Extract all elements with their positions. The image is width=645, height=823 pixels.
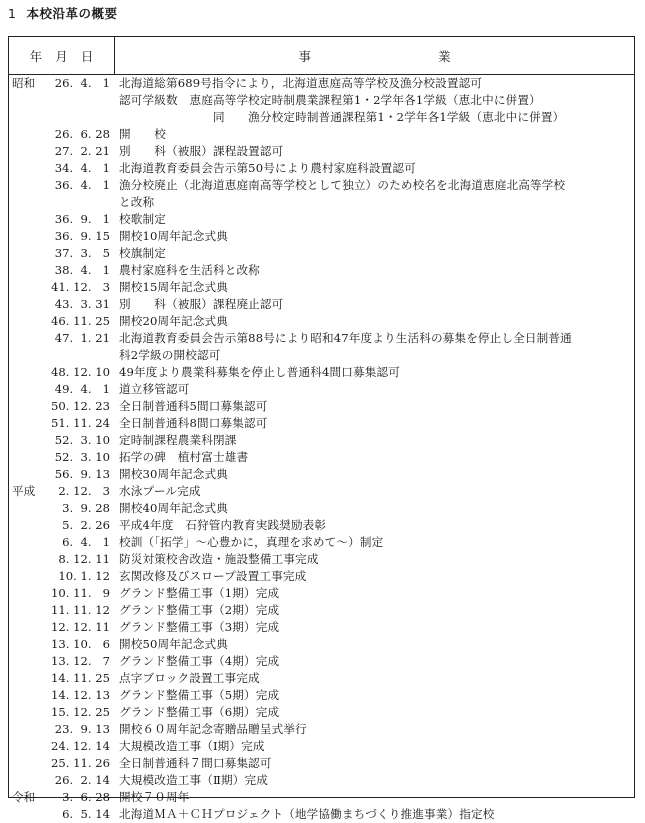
table-row [9,211,634,228]
row-event-line: 定時制課程農業科閉課 [119,433,237,447]
table-row [9,466,634,483]
row-date: 38. 4. 1 [54,263,110,277]
row-event-cell [115,415,634,432]
row-date: 2. 12. 3 [58,484,110,498]
table-row [9,772,634,789]
table-row [9,619,634,636]
row-event-cell [115,755,634,772]
row-date: 27. 2. 21 [54,144,110,158]
row-event-cell [115,160,634,177]
row-event-line: 玄関改修及びスロープ設置工事完成 [119,569,307,583]
row-date: 49. 4. 1 [54,382,110,396]
row-event-cell [115,500,634,517]
row-event-line: 校旗制定 [119,246,166,260]
row-era: 令和 [12,790,36,804]
row-event-line: 科2学級の開校認可 [119,348,221,362]
row-event-cell [115,806,634,823]
table-row [9,721,634,738]
table-row [9,262,634,279]
row-date: 8. 12. 11 [58,552,110,566]
row-event-line: 全日制普通科5間口募集認可 [119,399,268,413]
row-date: 6. 4. 1 [62,535,110,549]
row-event-cell [115,483,634,500]
row-date: 26. 4. 1 [54,76,110,90]
table-row [9,381,634,398]
row-event-cell [115,721,634,738]
row-date: 41. 12. 3 [51,280,110,294]
header-date [9,37,115,74]
row-event-line: 拓学の碑 植村富士雄書 [119,450,249,464]
row-event-line: 開校50周年記念式典 [119,637,229,651]
row-event-line: グランド整備工事（4期）完成 [119,654,280,668]
row-date: 48. 12. 10 [51,365,110,379]
row-event-cell [115,245,634,262]
table-row [9,432,634,449]
row-event-line: 校歌制定 [119,212,166,226]
row-date: 50. 12. 23 [51,399,110,413]
row-event-line: 農村家庭科を生活科と改称 [119,263,260,277]
row-event-cell [115,517,634,534]
row-date: 6. 5. 14 [62,807,110,821]
row-event-line: 開校15周年記念式典 [119,280,229,294]
table-row [9,653,634,670]
table-row [9,517,634,534]
row-event-line: グランド整備工事（6期）完成 [119,705,280,719]
row-event-line: と改称 [119,195,155,209]
row-date: 12. 12. 11 [51,620,110,634]
row-date: 52. 3. 10 [54,433,110,447]
row-event-cell [115,687,634,704]
row-event-line: 全日制普通科７間口募集認可 [119,756,272,770]
row-date: 3. 9. 28 [62,501,110,515]
table-row [9,143,634,160]
row-event-line: グランド整備工事（2期）完成 [119,603,280,617]
row-event-line: 認可学級数 恵庭高等学校定時制農業課程第1・2学年各1学級（恵北中に併置） [119,93,541,107]
row-event-cell [115,296,634,313]
header-month: 月 [55,48,68,64]
row-event-cell [115,228,634,245]
row-event-cell [115,330,634,364]
row-event-line: グランド整備工事（1期）完成 [119,586,280,600]
row-event-cell [115,398,634,415]
row-event-line: 平成4年度 石狩管内教育実践奨励表彰 [119,518,327,532]
row-date: 5. 2. 26 [62,518,110,532]
table-row [9,704,634,721]
row-date: 10. 11. 9 [51,586,110,600]
row-date: 26. 2. 14 [54,773,110,787]
row-date: 52. 3. 10 [54,450,110,464]
row-event-line: 開校40周年記念式典 [119,501,229,515]
table-row [9,245,634,262]
row-event-cell [115,177,634,211]
section-heading [8,4,117,22]
table-row [9,789,634,806]
row-event-cell [115,211,634,228]
row-event-line: グランド整備工事（3期）完成 [119,620,280,634]
row-date: 15. 12. 25 [51,705,110,719]
table-row [9,602,634,619]
table-row [9,449,634,466]
row-event-cell [115,279,634,296]
row-event-cell [115,466,634,483]
table-row [9,585,634,602]
row-event-line: 校訓（「拓学」～心豊かに，真理を求めて～）制定 [119,535,384,549]
table-row [9,687,634,704]
row-event-line: 49年度より農業科募集を停止し普通科4間口募集認可 [119,365,400,379]
row-event-line: 別 科（被服）課程廃止認可 [119,297,284,311]
table-row [9,568,634,585]
row-event-line: グランド整備工事（5期）完成 [119,688,280,702]
row-date: 36. 9. 1 [54,212,110,226]
row-date: 36. 4. 1 [54,178,110,192]
row-date: 13. 10. 6 [51,637,110,651]
table-row [9,415,634,432]
row-event-line: 北海道教育委員会告示第50号により農村家庭科設置認可 [119,161,416,175]
row-date: 51. 11. 24 [51,416,110,430]
row-event-cell [115,126,634,143]
section-number: 1 [8,6,17,21]
row-date: 46. 11. 25 [51,314,110,328]
table-row [9,296,634,313]
history-table [8,36,635,821]
row-event-line: 点字ブロック設置工事完成 [119,671,260,685]
table-row [9,364,634,381]
row-date: 14. 11. 25 [51,671,110,685]
row-date: 11. 11. 12 [51,603,110,617]
row-date: 36. 9. 15 [54,229,110,243]
table-row [9,500,634,517]
row-event-cell [115,449,634,466]
row-event-cell [115,772,634,789]
row-event-cell [115,534,634,551]
row-event-cell [115,381,634,398]
table-row [9,160,634,177]
table-row [9,636,634,653]
row-event-line: 開校６０周年記念寄贈品贈呈式挙行 [119,722,307,736]
row-date: 13. 12. 7 [51,654,110,668]
row-event-line: 北海道教育委員会告示第88号により昭和47年度より生活科の募集を停止し全日制普通 [119,331,572,345]
row-date: 34. 4. 1 [54,161,110,175]
table-row [9,330,634,364]
table-row [9,126,634,143]
table-row [9,738,634,755]
table-row [9,806,634,823]
table-header [9,37,634,75]
row-date: 10. 1. 12 [58,569,110,583]
header-event-2: 業 [437,48,451,64]
row-event-cell [115,364,634,381]
row-date: 37. 3. 5 [54,246,110,260]
header-event-1: 事 [298,48,311,64]
row-date: 56. 9. 13 [54,467,110,481]
row-event-line: 道立移管認可 [119,382,190,396]
row-event-line: 開校20周年記念式典 [119,314,229,328]
row-date: 47. 1. 21 [54,331,110,345]
table-body [9,75,634,823]
table-row [9,75,634,126]
row-era: 平成 [12,484,36,498]
row-event-line: 全日制普通科8間口募集認可 [119,416,268,430]
row-event-line: 別 科（被服）課程設置認可 [119,144,284,158]
row-event-line: 開校30周年記念式典 [119,467,229,481]
table-row [9,551,634,568]
row-date: 25. 11. 26 [51,756,110,770]
row-event-line: 大規模改造工事（Ⅱ期）完成 [119,773,268,787]
row-event-line: 水泳プール完成 [119,484,201,498]
table-row [9,313,634,330]
row-event-line: 同 漁分校定時制普通課程第1・2学年各1学級（恵北中に併置） [119,110,565,124]
row-date: 26. 6. 28 [54,127,110,141]
row-date: 14. 12. 13 [51,688,110,702]
row-event-cell [115,75,634,126]
header-day: 日 [80,48,94,64]
table-row [9,670,634,687]
row-event-cell [115,432,634,449]
header-year: 年 [29,48,43,64]
table-row [9,228,634,245]
row-event-cell [115,789,634,806]
table-row [9,755,634,772]
row-event-cell [115,551,634,568]
row-event-line: 開 校 [119,127,166,141]
row-event-cell [115,704,634,721]
row-event-cell [115,143,634,160]
section-title: 本校沿革の概要 [26,6,118,21]
row-event-cell [115,585,634,602]
table-row [9,279,634,296]
row-date: 3. 6. 28 [62,790,110,804]
row-event-cell [115,653,634,670]
row-event-cell [115,568,634,585]
row-date: 43. 3. 31 [54,297,110,311]
table-row [9,534,634,551]
row-event-cell [115,636,634,653]
row-event-cell [115,262,634,279]
table-row [9,483,634,500]
row-event-line: 開校７０周年 [119,790,190,804]
header-event [115,37,634,74]
row-event-line: 北海道総第689号指令により，北海道恵庭高等学校及漁分校設置認可 [119,76,483,90]
row-event-cell [115,670,634,687]
table-row [9,177,634,211]
row-event-line: 大規模改造工事（Ⅰ期）完成 [119,739,265,753]
row-event-line: 北海道ＭＡ＋ＣＨプロジェクト（地学協働まちづくり推進事業）指定校 [119,807,495,821]
row-event-cell [115,619,634,636]
row-event-cell [115,602,634,619]
table-row [9,398,634,415]
row-event-line: 漁分校廃止（北海道恵庭南高等学校として独立）のため校名を北海道恵庭北高等学校 [119,178,566,192]
row-date: 23. 9. 13 [54,722,110,736]
row-event-cell [115,313,634,330]
row-event-line: 防災対策校舎改造・施設整備工事完成 [119,552,319,566]
row-event-line: 開校10周年記念式典 [119,229,229,243]
row-date: 24. 12. 14 [51,739,110,753]
row-event-cell [115,738,634,755]
row-era: 昭和 [12,76,36,90]
